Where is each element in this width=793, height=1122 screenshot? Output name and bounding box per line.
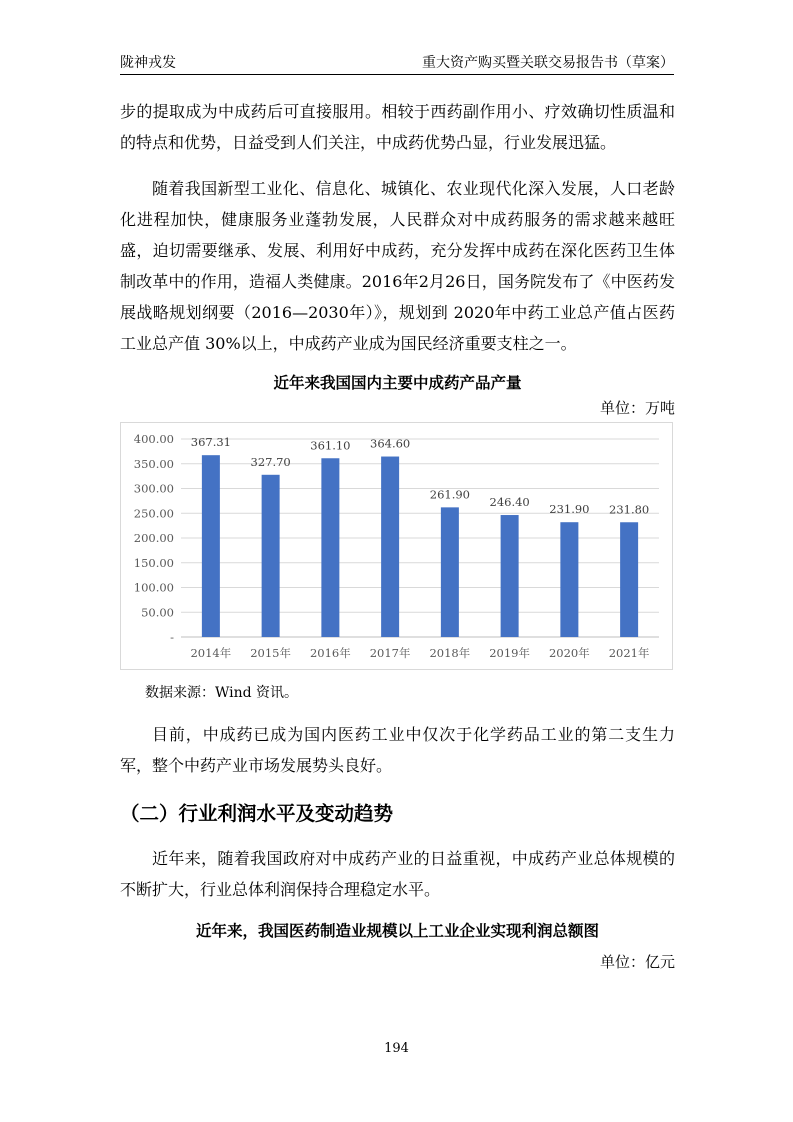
bar-value-label: 367.31 <box>190 435 231 450</box>
bar <box>262 475 280 637</box>
bar <box>560 522 578 637</box>
bar-value-label: 231.90 <box>549 502 590 517</box>
x-tick-label: 2018年 <box>429 646 471 660</box>
section-title: （二）行业利润水平及变动趋势 <box>120 802 394 825</box>
paragraph-3: 目前，中成药已成为国内医药工业中仅次于化学药品工业的第二支生力军，整个中药产业市场发展势头良好。 <box>120 725 675 775</box>
bar <box>501 515 519 637</box>
bar <box>381 457 399 637</box>
x-tick-label: 2017年 <box>369 646 411 660</box>
x-tick-label: 2015年 <box>250 646 292 660</box>
y-tick-label: 150.00 <box>133 555 174 570</box>
y-tick-label: 400.00 <box>133 432 174 446</box>
x-tick-label: 2014年 <box>190 646 232 660</box>
header-report-title: 重大资产购买暨关联交易报告书（草案） <box>422 55 674 71</box>
page-number: 194 <box>384 1041 409 1056</box>
bar-value-label: 261.90 <box>429 487 470 502</box>
chart2-unit: 单位：亿元 <box>599 953 675 971</box>
bar <box>321 458 339 637</box>
y-tick-label: 250.00 <box>133 506 174 521</box>
page-header <box>120 46 674 75</box>
chart-unit: 单位：万吨 <box>599 399 675 417</box>
chart-title: 近年来我国国内主要中成药产品产量 <box>273 374 522 392</box>
y-tick-label: 100.00 <box>133 580 174 595</box>
x-tick-label: 2019年 <box>489 646 531 660</box>
y-tick-label: 50.00 <box>141 605 174 620</box>
bar-value-label: 327.70 <box>250 454 291 469</box>
paragraph-1: 步的提取成为中成药后可直接服用。相较于西药副作用小、疗效确切性质温和的特点和优势，日益受到人们关注，中成药优势凸显，行业发展迅猛。 <box>120 102 675 152</box>
bar-chart <box>120 422 673 670</box>
bar <box>202 455 220 637</box>
paragraph-2: 随着我国新型工业化、信息化、城镇化、农业现代化深入发展，人口老龄化进程加快，健康服务业蓬勃发展，人民群众对中成药服务的需求越来越旺盛，迫切需要继承、发展、利用好中成药，充分发挥中成药在深化医药卫生体制改革中的作用，造福人类健康。2016年2月26日，国务院发布了《中医药发展战略规划纲要（2016—2030年）》，规划到 2020年中药工业总产值占医药工业总产值 30%以上，中成药产业成为国民经济重要支柱之一。 <box>120 179 675 353</box>
paragraph-4: 近年来，随着我国政府对中成药产业的日益重视，中成药产业总体规模的不断扩大，行业总体利润保持合理稳定水平。 <box>120 849 675 899</box>
chart2-title: 近年来，我国医药制造业规模以上工业企业实现利润总额图 <box>195 922 599 940</box>
bar-value-label: 246.40 <box>489 495 530 510</box>
bar-value-label: 361.10 <box>310 438 351 453</box>
x-tick-label: 2020年 <box>548 646 590 660</box>
header-company: 陇神戎发 <box>120 55 176 71</box>
bar <box>441 507 459 637</box>
x-tick-label: 2016年 <box>309 646 351 660</box>
bar <box>620 522 638 637</box>
bar-value-label: 231.80 <box>609 502 650 517</box>
data-source: 数据来源：Wind 资讯。 <box>145 685 299 701</box>
y-tick-label: 300.00 <box>133 481 174 496</box>
y-tick-label: - <box>170 630 174 644</box>
y-tick-label: 350.00 <box>133 456 174 471</box>
y-tick-label: 200.00 <box>133 531 174 545</box>
bar-chart-svg <box>121 423 672 669</box>
x-tick-label: 2021年 <box>608 646 650 660</box>
bar-value-label: 364.60 <box>370 436 411 451</box>
